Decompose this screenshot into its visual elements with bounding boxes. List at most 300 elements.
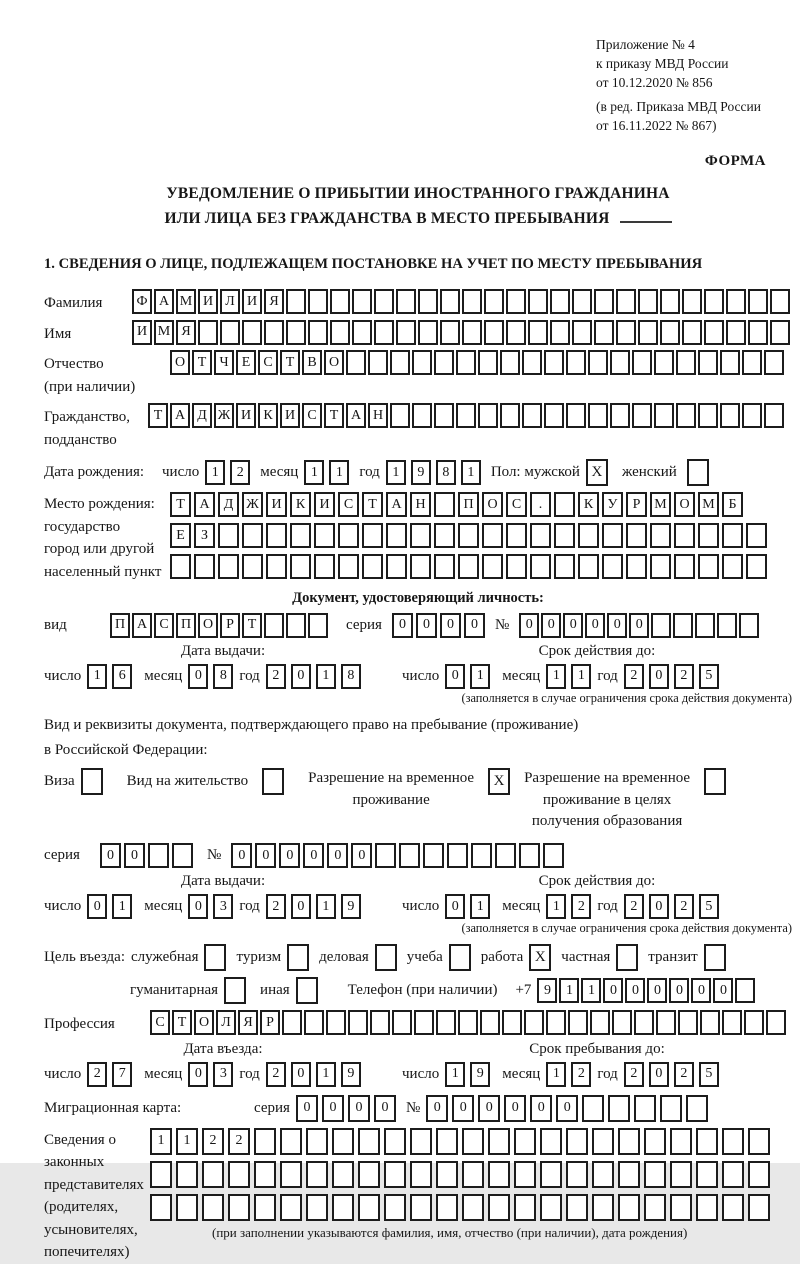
char-box[interactable] [436, 1128, 458, 1155]
char-box[interactable] [242, 554, 263, 579]
char-box[interactable]: 8 [341, 664, 361, 689]
char-box[interactable] [374, 320, 394, 345]
char-box[interactable] [522, 403, 542, 428]
char-box[interactable] [764, 403, 784, 428]
char-box[interactable] [644, 1161, 666, 1188]
char-box[interactable]: Р [260, 1010, 280, 1035]
char-box[interactable] [544, 403, 564, 428]
char-box[interactable] [290, 554, 311, 579]
char-box[interactable]: 0 [296, 1095, 318, 1122]
char-box[interactable] [540, 1161, 562, 1188]
char-box[interactable] [748, 1194, 770, 1221]
char-box[interactable] [436, 1010, 456, 1035]
char-box[interactable]: О [324, 350, 344, 375]
char-box[interactable] [434, 350, 454, 375]
char-box[interactable] [266, 523, 287, 548]
char-box[interactable]: 1 [316, 894, 336, 919]
char-box[interactable]: З [194, 523, 215, 548]
char-box[interactable] [410, 1128, 432, 1155]
char-box[interactable]: 0 [291, 664, 311, 689]
purpose-tourism-checkbox[interactable] [287, 944, 309, 971]
char-box[interactable]: К [258, 403, 278, 428]
char-box[interactable]: 7 [112, 1062, 132, 1087]
char-box[interactable]: 2 [674, 894, 694, 919]
char-box[interactable]: 2 [230, 460, 250, 485]
char-box[interactable]: И [236, 403, 256, 428]
char-box[interactable] [458, 554, 479, 579]
char-box[interactable]: 0 [464, 613, 485, 638]
char-box[interactable]: И [280, 403, 300, 428]
char-box[interactable] [654, 350, 674, 375]
char-box[interactable] [440, 320, 460, 345]
char-box[interactable]: 0 [188, 1062, 208, 1087]
char-box[interactable]: 2 [202, 1128, 224, 1155]
char-box[interactable]: М [154, 320, 174, 345]
char-box[interactable] [660, 289, 680, 314]
char-box[interactable] [456, 403, 476, 428]
char-box[interactable] [651, 613, 671, 638]
char-box[interactable] [592, 1161, 614, 1188]
char-box[interactable] [618, 1194, 640, 1221]
temp-residence-permit-checkbox[interactable]: X [488, 768, 510, 795]
char-box[interactable] [678, 1010, 698, 1035]
char-box[interactable] [330, 320, 350, 345]
char-box[interactable] [482, 523, 503, 548]
char-box[interactable]: А [170, 403, 190, 428]
char-box[interactable] [522, 350, 542, 375]
char-box[interactable] [488, 1161, 510, 1188]
char-box[interactable]: 2 [674, 664, 694, 689]
char-box[interactable] [610, 403, 630, 428]
char-box[interactable] [654, 403, 674, 428]
char-box[interactable] [594, 289, 614, 314]
char-box[interactable] [764, 350, 784, 375]
char-box[interactable] [410, 1161, 432, 1188]
sex-male-checkbox[interactable]: X [586, 459, 608, 486]
char-box[interactable] [634, 1010, 654, 1035]
char-box[interactable]: Р [626, 492, 647, 517]
purpose-transit-checkbox[interactable] [704, 944, 726, 971]
char-box[interactable] [610, 350, 630, 375]
char-box[interactable]: И [242, 289, 262, 314]
char-box[interactable]: 0 [649, 1062, 669, 1087]
char-box[interactable] [390, 350, 410, 375]
char-box[interactable] [306, 1194, 328, 1221]
char-box[interactable] [254, 1128, 276, 1155]
char-box[interactable] [306, 1128, 328, 1155]
char-box[interactable] [338, 523, 359, 548]
char-box[interactable]: 2 [624, 894, 644, 919]
char-box[interactable] [696, 1161, 718, 1188]
char-box[interactable] [410, 523, 431, 548]
char-box[interactable] [660, 1095, 682, 1122]
char-box[interactable] [198, 320, 218, 345]
char-box[interactable]: 2 [624, 664, 644, 689]
char-box[interactable]: 0 [541, 613, 561, 638]
char-box[interactable]: 0 [563, 613, 583, 638]
char-box[interactable] [634, 1095, 656, 1122]
char-box[interactable] [742, 350, 762, 375]
char-box[interactable]: К [290, 492, 311, 517]
char-box[interactable] [374, 289, 394, 314]
char-box[interactable] [698, 403, 718, 428]
purpose-business-checkbox[interactable] [375, 944, 397, 971]
char-box[interactable] [739, 613, 759, 638]
char-box[interactable]: А [346, 403, 366, 428]
char-box[interactable] [618, 1161, 640, 1188]
char-box[interactable]: 0 [556, 1095, 578, 1122]
char-box[interactable] [550, 320, 570, 345]
char-box[interactable] [566, 1194, 588, 1221]
char-box[interactable] [670, 1161, 692, 1188]
char-box[interactable] [148, 843, 169, 868]
char-box[interactable]: 0 [392, 613, 413, 638]
char-box[interactable] [506, 289, 526, 314]
char-box[interactable] [546, 1010, 566, 1035]
char-box[interactable] [392, 1010, 412, 1035]
char-box[interactable] [410, 554, 431, 579]
char-box[interactable] [423, 843, 444, 868]
char-box[interactable] [332, 1194, 354, 1221]
char-box[interactable]: 0 [649, 664, 669, 689]
char-box[interactable]: Т [172, 1010, 192, 1035]
char-box[interactable] [735, 978, 755, 1003]
char-box[interactable]: О [674, 492, 695, 517]
char-box[interactable] [218, 523, 239, 548]
char-box[interactable] [616, 289, 636, 314]
char-box[interactable] [286, 289, 306, 314]
char-box[interactable]: Т [280, 350, 300, 375]
char-box[interactable] [746, 554, 767, 579]
char-box[interactable] [550, 289, 570, 314]
char-box[interactable] [150, 1161, 172, 1188]
char-box[interactable] [228, 1194, 250, 1221]
purpose-other-checkbox[interactable] [296, 977, 318, 1004]
char-box[interactable] [572, 320, 592, 345]
char-box[interactable] [434, 523, 455, 548]
char-box[interactable]: 0 [530, 1095, 552, 1122]
char-box[interactable] [484, 289, 504, 314]
char-box[interactable]: 1 [470, 894, 490, 919]
char-box[interactable]: 0 [519, 613, 539, 638]
char-box[interactable] [746, 523, 767, 548]
char-box[interactable] [399, 843, 420, 868]
char-box[interactable] [194, 554, 215, 579]
char-box[interactable] [436, 1161, 458, 1188]
char-box[interactable] [566, 1161, 588, 1188]
char-box[interactable] [700, 1010, 720, 1035]
char-box[interactable]: 2 [266, 664, 286, 689]
char-box[interactable] [524, 1010, 544, 1035]
char-box[interactable]: Р [220, 613, 240, 638]
char-box[interactable] [766, 1010, 786, 1035]
char-box[interactable] [770, 289, 790, 314]
char-box[interactable] [176, 1161, 198, 1188]
char-box[interactable] [554, 492, 575, 517]
char-box[interactable]: 0 [603, 978, 623, 1003]
char-box[interactable] [352, 320, 372, 345]
char-box[interactable] [202, 1161, 224, 1188]
char-box[interactable] [632, 350, 652, 375]
char-box[interactable]: С [302, 403, 322, 428]
char-box[interactable] [696, 1194, 718, 1221]
char-box[interactable] [220, 320, 240, 345]
char-box[interactable] [368, 350, 388, 375]
char-box[interactable] [592, 1128, 614, 1155]
char-box[interactable] [150, 1194, 172, 1221]
char-box[interactable] [282, 1010, 302, 1035]
char-box[interactable] [650, 554, 671, 579]
char-box[interactable] [588, 350, 608, 375]
char-box[interactable] [656, 1010, 676, 1035]
char-box[interactable] [458, 1010, 478, 1035]
char-box[interactable]: 9 [411, 460, 431, 485]
char-box[interactable]: 1 [87, 664, 107, 689]
char-box[interactable]: 5 [699, 894, 719, 919]
char-box[interactable]: 0 [87, 894, 107, 919]
char-box[interactable] [519, 843, 540, 868]
char-box[interactable]: Я [264, 289, 284, 314]
char-box[interactable] [720, 350, 740, 375]
visa-checkbox[interactable] [81, 768, 103, 795]
char-box[interactable]: 1 [559, 978, 579, 1003]
char-box[interactable]: 0 [303, 843, 324, 868]
char-box[interactable]: 0 [445, 894, 465, 919]
char-box[interactable]: 0 [440, 613, 461, 638]
char-box[interactable]: Ж [214, 403, 234, 428]
char-box[interactable] [314, 523, 335, 548]
char-box[interactable] [514, 1194, 536, 1221]
char-box[interactable]: 1 [205, 460, 225, 485]
char-box[interactable]: Д [192, 403, 212, 428]
char-box[interactable] [722, 554, 743, 579]
char-box[interactable] [594, 320, 614, 345]
char-box[interactable] [410, 1194, 432, 1221]
char-box[interactable] [266, 554, 287, 579]
char-box[interactable] [488, 1128, 510, 1155]
char-box[interactable] [396, 289, 416, 314]
char-box[interactable]: Д [218, 492, 239, 517]
char-box[interactable] [644, 1128, 666, 1155]
char-box[interactable] [314, 554, 335, 579]
char-box[interactable] [478, 403, 498, 428]
char-box[interactable]: Ф [132, 289, 152, 314]
char-box[interactable] [673, 613, 693, 638]
char-box[interactable] [418, 289, 438, 314]
char-box[interactable]: 1 [445, 1062, 465, 1087]
char-box[interactable]: Т [192, 350, 212, 375]
char-box[interactable] [286, 613, 306, 638]
char-box[interactable] [482, 554, 503, 579]
char-box[interactable]: 0 [504, 1095, 526, 1122]
char-box[interactable]: С [338, 492, 359, 517]
char-box[interactable] [676, 350, 696, 375]
char-box[interactable] [592, 1194, 614, 1221]
char-box[interactable] [717, 613, 737, 638]
char-box[interactable]: Т [148, 403, 168, 428]
char-box[interactable] [650, 523, 671, 548]
char-box[interactable]: 0 [625, 978, 645, 1003]
char-box[interactable]: 0 [374, 1095, 396, 1122]
char-box[interactable] [254, 1194, 276, 1221]
char-box[interactable] [748, 1161, 770, 1188]
char-box[interactable] [358, 1194, 380, 1221]
char-box[interactable] [280, 1161, 302, 1188]
char-box[interactable] [543, 843, 564, 868]
char-box[interactable] [434, 554, 455, 579]
char-box[interactable] [358, 1161, 380, 1188]
char-box[interactable]: 0 [279, 843, 300, 868]
char-box[interactable] [616, 320, 636, 345]
char-box[interactable] [306, 1161, 328, 1188]
char-box[interactable] [528, 289, 548, 314]
char-box[interactable] [544, 350, 564, 375]
char-box[interactable]: О [482, 492, 503, 517]
char-box[interactable]: 2 [228, 1128, 250, 1155]
char-box[interactable] [686, 1095, 708, 1122]
char-box[interactable] [554, 523, 575, 548]
char-box[interactable]: 1 [304, 460, 324, 485]
char-box[interactable] [478, 350, 498, 375]
edu-residence-permit-checkbox[interactable] [704, 768, 726, 795]
char-box[interactable] [748, 1128, 770, 1155]
char-box[interactable]: 0 [452, 1095, 474, 1122]
char-box[interactable] [506, 554, 527, 579]
char-box[interactable] [346, 350, 366, 375]
char-box[interactable] [638, 289, 658, 314]
char-box[interactable] [172, 843, 193, 868]
char-box[interactable]: 9 [470, 1062, 490, 1087]
char-box[interactable] [770, 320, 790, 345]
char-box[interactable] [218, 554, 239, 579]
char-box[interactable]: 0 [327, 843, 348, 868]
char-box[interactable]: 5 [699, 664, 719, 689]
char-box[interactable]: 2 [624, 1062, 644, 1087]
char-box[interactable]: 0 [231, 843, 252, 868]
char-box[interactable] [722, 523, 743, 548]
char-box[interactable] [202, 1194, 224, 1221]
char-box[interactable] [308, 613, 328, 638]
char-box[interactable]: Н [410, 492, 431, 517]
char-box[interactable] [304, 1010, 324, 1035]
char-box[interactable]: 1 [150, 1128, 172, 1155]
char-box[interactable] [414, 1010, 434, 1035]
char-box[interactable]: 0 [629, 613, 649, 638]
char-box[interactable] [748, 289, 768, 314]
char-box[interactable]: 0 [348, 1095, 370, 1122]
char-box[interactable] [540, 1128, 562, 1155]
char-box[interactable]: 0 [691, 978, 711, 1003]
char-box[interactable] [484, 320, 504, 345]
char-box[interactable]: И [132, 320, 152, 345]
purpose-study-checkbox[interactable] [449, 944, 471, 971]
char-box[interactable]: 0 [416, 613, 437, 638]
char-box[interactable] [290, 523, 311, 548]
char-box[interactable]: Е [236, 350, 256, 375]
char-box[interactable]: Ж [242, 492, 263, 517]
char-box[interactable]: 0 [585, 613, 605, 638]
char-box[interactable] [242, 320, 262, 345]
char-box[interactable]: И [198, 289, 218, 314]
char-box[interactable] [540, 1194, 562, 1221]
char-box[interactable]: 0 [669, 978, 689, 1003]
char-box[interactable]: Я [176, 320, 196, 345]
purpose-private-checkbox[interactable] [616, 944, 638, 971]
purpose-humanitarian-checkbox[interactable] [224, 977, 246, 1004]
char-box[interactable] [682, 289, 702, 314]
char-box[interactable] [674, 523, 695, 548]
char-box[interactable] [242, 523, 263, 548]
char-box[interactable]: 2 [266, 1062, 286, 1087]
char-box[interactable] [660, 320, 680, 345]
char-box[interactable] [280, 1194, 302, 1221]
char-box[interactable] [462, 289, 482, 314]
char-box[interactable] [566, 1128, 588, 1155]
char-box[interactable] [722, 1010, 742, 1035]
char-box[interactable]: П [176, 613, 196, 638]
char-box[interactable] [170, 554, 191, 579]
char-box[interactable]: 6 [112, 664, 132, 689]
char-box[interactable] [566, 350, 586, 375]
char-box[interactable] [744, 1010, 764, 1035]
char-box[interactable]: 0 [445, 664, 465, 689]
char-box[interactable]: 2 [87, 1062, 107, 1087]
char-box[interactable]: А [132, 613, 152, 638]
char-box[interactable]: Л [216, 1010, 236, 1035]
char-box[interactable] [514, 1161, 536, 1188]
char-box[interactable]: . [530, 492, 551, 517]
char-box[interactable]: С [154, 613, 174, 638]
char-box[interactable] [670, 1128, 692, 1155]
char-box[interactable]: И [266, 492, 287, 517]
char-box[interactable] [434, 492, 455, 517]
char-box[interactable]: 2 [674, 1062, 694, 1087]
char-box[interactable]: 1 [386, 460, 406, 485]
char-box[interactable] [674, 554, 695, 579]
char-box[interactable] [566, 403, 586, 428]
char-box[interactable]: 0 [100, 843, 121, 868]
char-box[interactable] [726, 289, 746, 314]
char-box[interactable]: 1 [571, 664, 591, 689]
char-box[interactable] [588, 403, 608, 428]
char-box[interactable]: С [150, 1010, 170, 1035]
char-box[interactable]: 8 [436, 460, 456, 485]
char-box[interactable] [582, 1095, 604, 1122]
char-box[interactable]: М [650, 492, 671, 517]
char-box[interactable]: А [194, 492, 215, 517]
char-box[interactable]: 1 [461, 460, 481, 485]
char-box[interactable] [447, 843, 468, 868]
char-box[interactable] [578, 554, 599, 579]
char-box[interactable] [626, 523, 647, 548]
char-box[interactable] [676, 403, 696, 428]
char-box[interactable]: А [386, 492, 407, 517]
char-box[interactable]: 1 [546, 664, 566, 689]
char-box[interactable]: Т [170, 492, 191, 517]
char-box[interactable]: 1 [316, 1062, 336, 1087]
char-box[interactable] [386, 554, 407, 579]
char-box[interactable] [632, 403, 652, 428]
char-box[interactable] [176, 1194, 198, 1221]
char-box[interactable] [375, 843, 396, 868]
char-box[interactable] [698, 554, 719, 579]
char-box[interactable]: 0 [188, 664, 208, 689]
char-box[interactable] [326, 1010, 346, 1035]
char-box[interactable] [696, 1128, 718, 1155]
char-box[interactable] [670, 1194, 692, 1221]
char-box[interactable]: 1 [470, 664, 490, 689]
char-box[interactable] [264, 613, 284, 638]
